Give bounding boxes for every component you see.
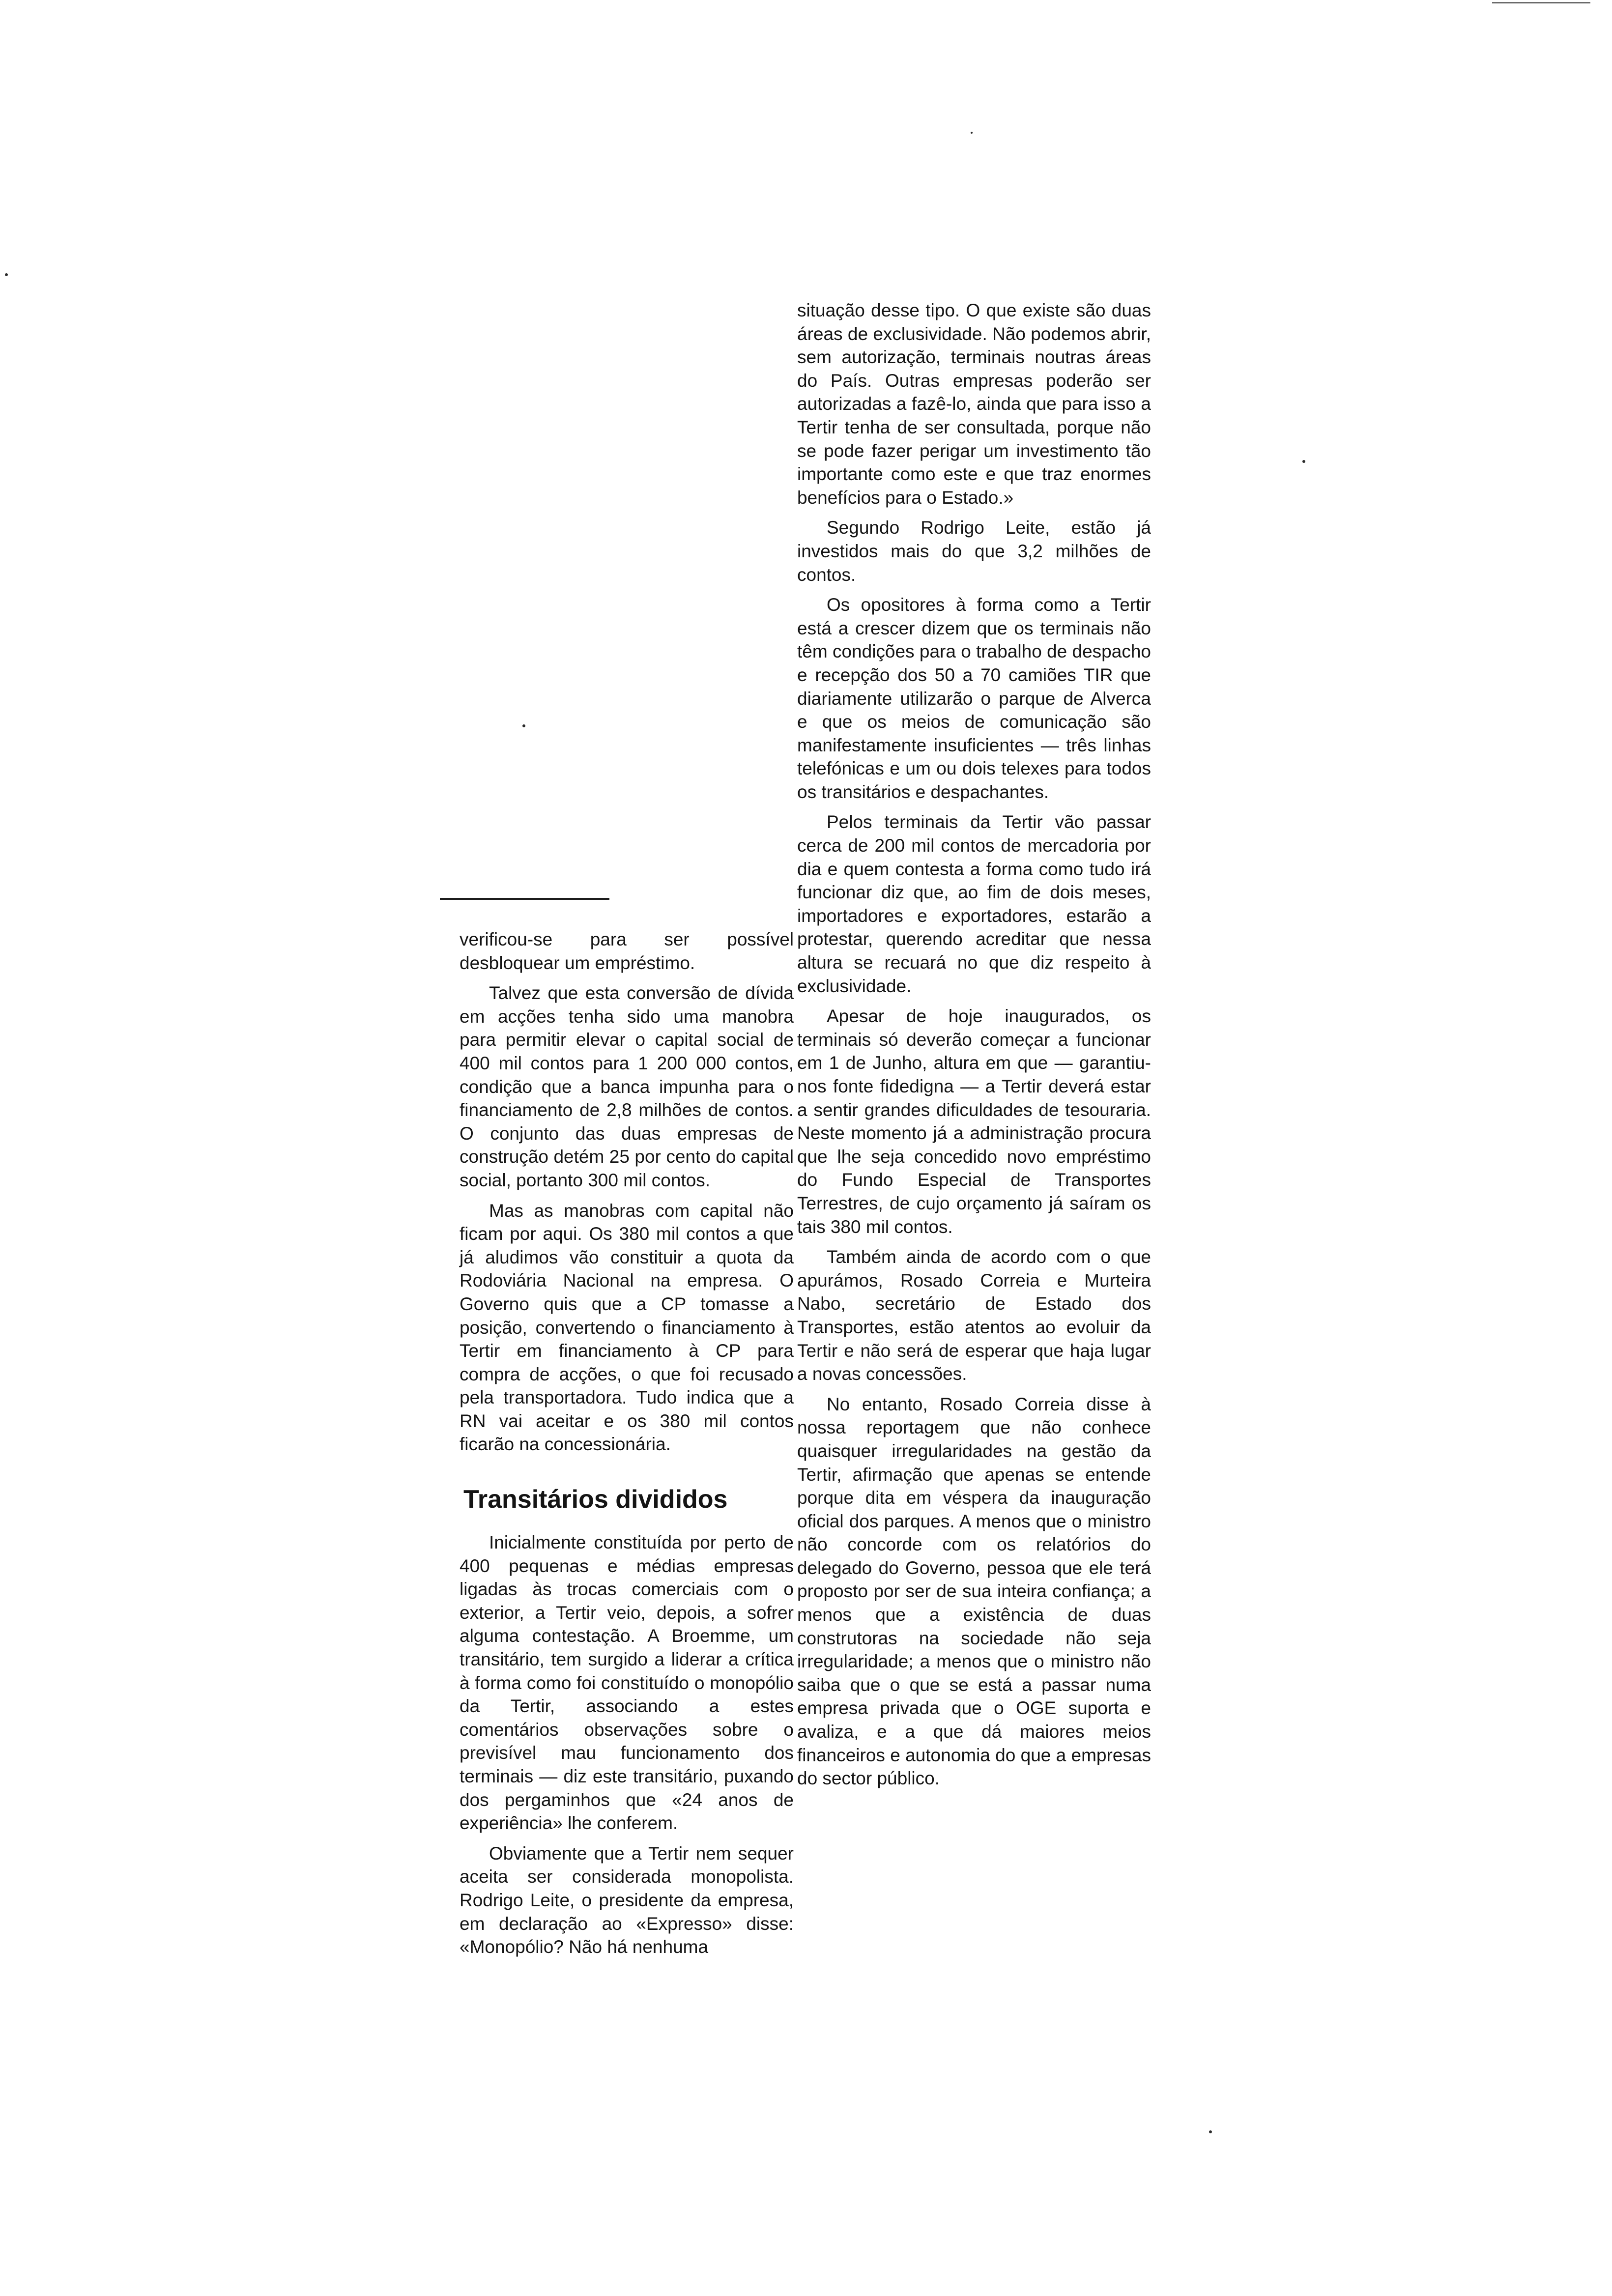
scan-speck (1209, 2130, 1212, 2133)
body-paragraph: Talvez que esta conversão de dívida em acções tenha sido uma manobra para permitir elevar o capital social de 400 mil contos para 1 200 000 contos, condição que a banca impunha para o financiamento de 2,8 milhões de contos. O conjunto das duas empresas de construção detém 25 por cento do capital social, portanto 300 mil contos. (460, 983, 794, 1190)
body-paragraph: Também ainda de acordo com o que apurámos, Rosado Correia e Murteira Nabo, secretário de Estado dos Transportes, estão atentos ao evoluir da Tertir e não será de esperar que haja lugar a novas concessões. (797, 1247, 1151, 1384)
article-column-left (460, 928, 794, 1959)
body-paragraph: situação desse tipo. O que existe são duas áreas de exclusividade. Não podemos abrir, sem autorização, terminais noutras áreas do País. Outras empresas poderão ser autorizadas a fazê-lo, ainda que para isso a Tertir tenha de ser consultada, porque não se pode fazer perigar um investimento tão importante como este e que traz enormes benefícios para o Estado.» (797, 300, 1151, 508)
scan-edge-mark (1492, 2, 1590, 3)
section-subheading: Transitários divididos (463, 1485, 728, 1514)
scan-speck (1302, 460, 1305, 463)
body-paragraph: Segundo Rodrigo Leite, estão já investidos mais do que 3,2 milhões de contos. (797, 517, 1151, 585)
scan-speck (522, 724, 525, 727)
body-paragraph: Apesar de hoje inaugurados, os terminais só deverão começar a funcionar em 1 de Junho, altura em que — garantiu-nos fonte fidedigna — a Tertir deverá estar a sentir grandes dificuldades de tesouraria. Neste momento já a administração procura que lhe seja concedido novo empréstimo do Fundo Especial de Transportes Terrestres, de cujo orçamento já saíram os tais 380 mil contos. (797, 1006, 1151, 1237)
scan-speck (5, 273, 8, 276)
scan-speck (971, 132, 973, 134)
body-paragraph: Obviamente que a Tertir nem sequer aceita ser considerada monopolista. Rodrigo Leite, o presidente da empresa, em declaração ao «Expresso» disse: «Monopólio? Não há nenhuma (460, 1843, 794, 1957)
body-paragraph: Inicialmente constituída por perto de 400 pequenas e médias empresas ligadas às trocas comerciais com o exterior, a Tertir veio, depois, a sofrer alguma contestação. A Broemme, um transitário, tem surgido a liderar a crítica à forma como foi constituído o monopólio da Tertir, associando a estes comentários observações sobre o previsível mau funcionamento dos terminais — diz este transitário, puxando dos pergaminhos que «24 anos de experiência» lhe conferem. (460, 1532, 794, 1834)
article-column-right (797, 299, 1151, 1790)
body-paragraph: verificou-se para ser possível desbloquear um empréstimo. (460, 929, 794, 973)
body-paragraph: Os opositores à forma como a Tertir está a crescer dizem que os terminais não têm condições para o trabalho de despacho e recepção dos 50 a 70 camiões TIR que diariamente utilizarão o parque de Alverca e que os meios de comunicação são manifestamente insuficientes — três linhas telefónicas e um ou dois telexes para todos os transitários e despachantes. (797, 595, 1151, 802)
body-paragraph: No entanto, Rosado Correia disse à nossa reportagem que não conhece quaisquer irregularidades na gestão da Tertir, afirmação que apenas se entende porque dita em véspera da inauguração oficial dos parques. A menos que o ministro não concorde com os relatórios do delegado do Governo, pessoa que ele terá proposto por ser de sua inteira confiança; a menos que a existência de duas construtoras na sociedade não seja irregularidade; a menos que o ministro não saiba que o que se está a passar numa empresa privada que o OGE suporta e avaliza, e a que dá maiores meios financeiros e autonomia do que a empresas do sector público. (797, 1394, 1151, 1789)
body-paragraph: Mas as manobras com capital não ficam por aqui. Os 380 mil contos a que já aludimos vão constituir a quota da Rodoviária Nacional na empresa. O Governo quis que a CP tomasse a posição, convertendo o financiamento à Tertir em financiamento à CP para compra de acções, o que foi recusado pela transportadora. Tudo indica que a RN vai aceitar e os 380 mil contos ficarão na concessionária. (460, 1200, 794, 1455)
column-separator-rule (440, 898, 609, 900)
body-paragraph: Pelos terminais da Tertir vão passar cerca de 200 mil contos de mercadoria por dia e quem contesta a forma como tudo irá funcionar diz que, ao fim de dois meses, importadores e exportadores, estarão a protestar, querendo acreditar que nessa altura se recuará no que diz respeito à exclusividade. (797, 812, 1151, 996)
